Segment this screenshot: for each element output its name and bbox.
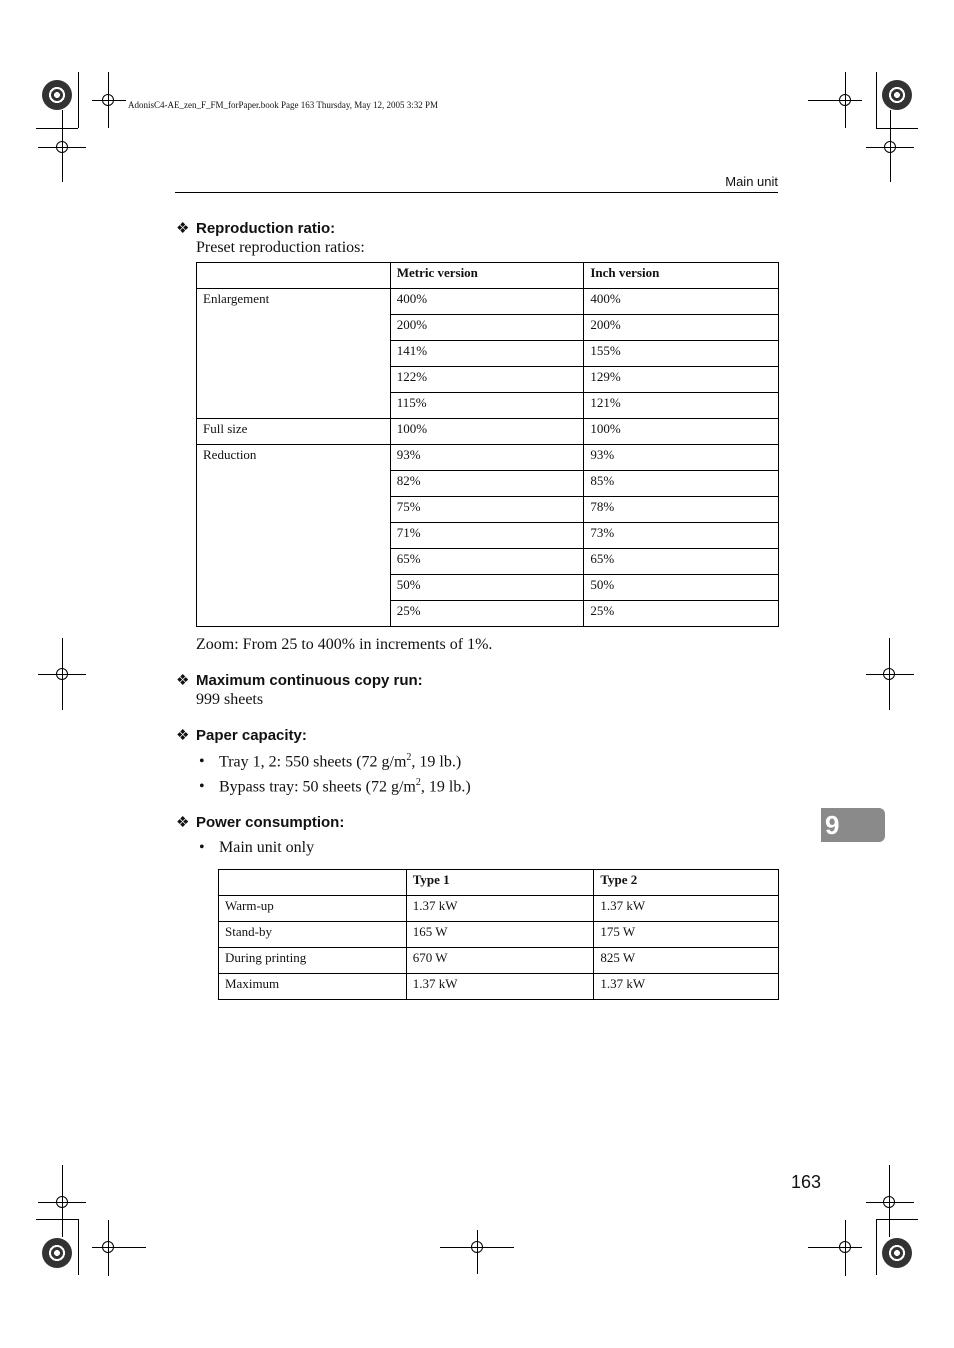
list-item: • Tray 1, 2: 550 sheets (72 $g/m^2$, 19 lb.) (199, 752, 462, 771)
table-cell: 73% (584, 523, 779, 549)
table-row (197, 419, 779, 445)
diamond-icon: ❖ (176, 220, 190, 237)
table-cell: 200% (390, 315, 584, 341)
list-item: • Bypass tray: 50 sheets (72 $g/m^2$, 19 lb.) (199, 777, 471, 796)
table-row (219, 948, 779, 974)
table-cell: Maximum (219, 974, 407, 1000)
table-cell: Stand-by (219, 922, 407, 948)
diamond-icon: ❖ (176, 672, 190, 689)
reproduction-ratio-table (196, 262, 779, 627)
table-cell: 121% (584, 393, 779, 419)
table-cell: 65% (584, 549, 779, 575)
table-cell: 1.37 kW (594, 974, 779, 1000)
table-row (219, 896, 779, 922)
table-cell: 165 W (406, 922, 594, 948)
table-row-label: Reduction (197, 445, 391, 627)
table-cell: 1.37 kW (594, 896, 779, 922)
section-heading-power: ❖ Power consumption: (176, 814, 345, 831)
zoom-note: Zoom: From 25 to 400% in increments of 1%. (196, 636, 493, 653)
table-cell: 25% (584, 601, 779, 627)
table-cell: 100% (584, 419, 779, 445)
table-cell: Warm-up (219, 896, 407, 922)
table-cell: 1.37 kW (406, 974, 594, 1000)
table-cell: 155% (584, 341, 779, 367)
table-cell: 1.37 kW (406, 896, 594, 922)
diamond-icon: ❖ (176, 814, 190, 831)
table-row (219, 974, 779, 1000)
running-head: Main unit (725, 174, 778, 189)
table-cell: 400% (584, 289, 779, 315)
table-cell: 75% (390, 497, 584, 523)
copy-run-value: 999 sheets (196, 691, 264, 708)
table-cell: 65% (390, 549, 584, 575)
table-cell: 175 W (594, 922, 779, 948)
table-cell: 93% (584, 445, 779, 471)
table-cell: 400% (390, 289, 584, 315)
table-cell: 50% (390, 575, 584, 601)
table-cell: 93% (390, 445, 584, 471)
table-cell: 85% (584, 471, 779, 497)
table-cell: 122% (390, 367, 584, 393)
table-cell: During printing (219, 948, 407, 974)
table-header-cell (219, 870, 407, 896)
diamond-icon: ❖ (176, 727, 190, 744)
table-cell: 200% (584, 315, 779, 341)
table-header-cell: Metric version (390, 263, 584, 289)
table-cell: 100% (390, 419, 584, 445)
bullet-icon: • (199, 753, 205, 771)
table-cell: 141% (390, 341, 584, 367)
table-cell: 71% (390, 523, 584, 549)
table-row (219, 922, 779, 948)
chapter-tab: 9 (821, 808, 885, 842)
table-cell: 129% (584, 367, 779, 393)
section-heading-paper-capacity: ❖ Paper capacity: (176, 727, 307, 744)
table-row-label: Full size (197, 419, 391, 445)
table-cell: 115% (390, 393, 584, 419)
header-rule (175, 192, 778, 193)
table-row (197, 445, 779, 471)
table-cell: 50% (584, 575, 779, 601)
power-consumption-table (218, 869, 779, 1000)
bullet-icon: • (199, 778, 205, 796)
section-heading-reproduction: ❖ Reproduction ratio: (176, 220, 336, 237)
table-row (197, 289, 779, 315)
table-header-row (219, 870, 779, 896)
table-cell: 25% (390, 601, 584, 627)
table-header-cell: Type 2 (594, 870, 779, 896)
bullet-icon: • (199, 839, 205, 856)
table-header-row (197, 263, 779, 289)
table-header-cell (197, 263, 391, 289)
section-heading-copy-run: ❖ Maximum continuous copy run: (176, 672, 423, 689)
list-item: • Main unit only (199, 839, 315, 856)
book-info-line: AdonisC4-AE_zen_F_FM_forPaper.book Page 163 Thursday, May 12, 2005 3:32 PM (128, 100, 438, 110)
table-cell: 825 W (594, 948, 779, 974)
table-cell: 82% (390, 471, 584, 497)
table-row-label: Enlargement (197, 289, 391, 419)
page-number: 163 (791, 1172, 822, 1192)
table-header-cell: Inch version (584, 263, 779, 289)
table-cell: 670 W (406, 948, 594, 974)
table-header-cell: Type 1 (406, 870, 594, 896)
table-cell: 78% (584, 497, 779, 523)
reproduction-intro: Preset reproduction ratios: (196, 239, 365, 256)
